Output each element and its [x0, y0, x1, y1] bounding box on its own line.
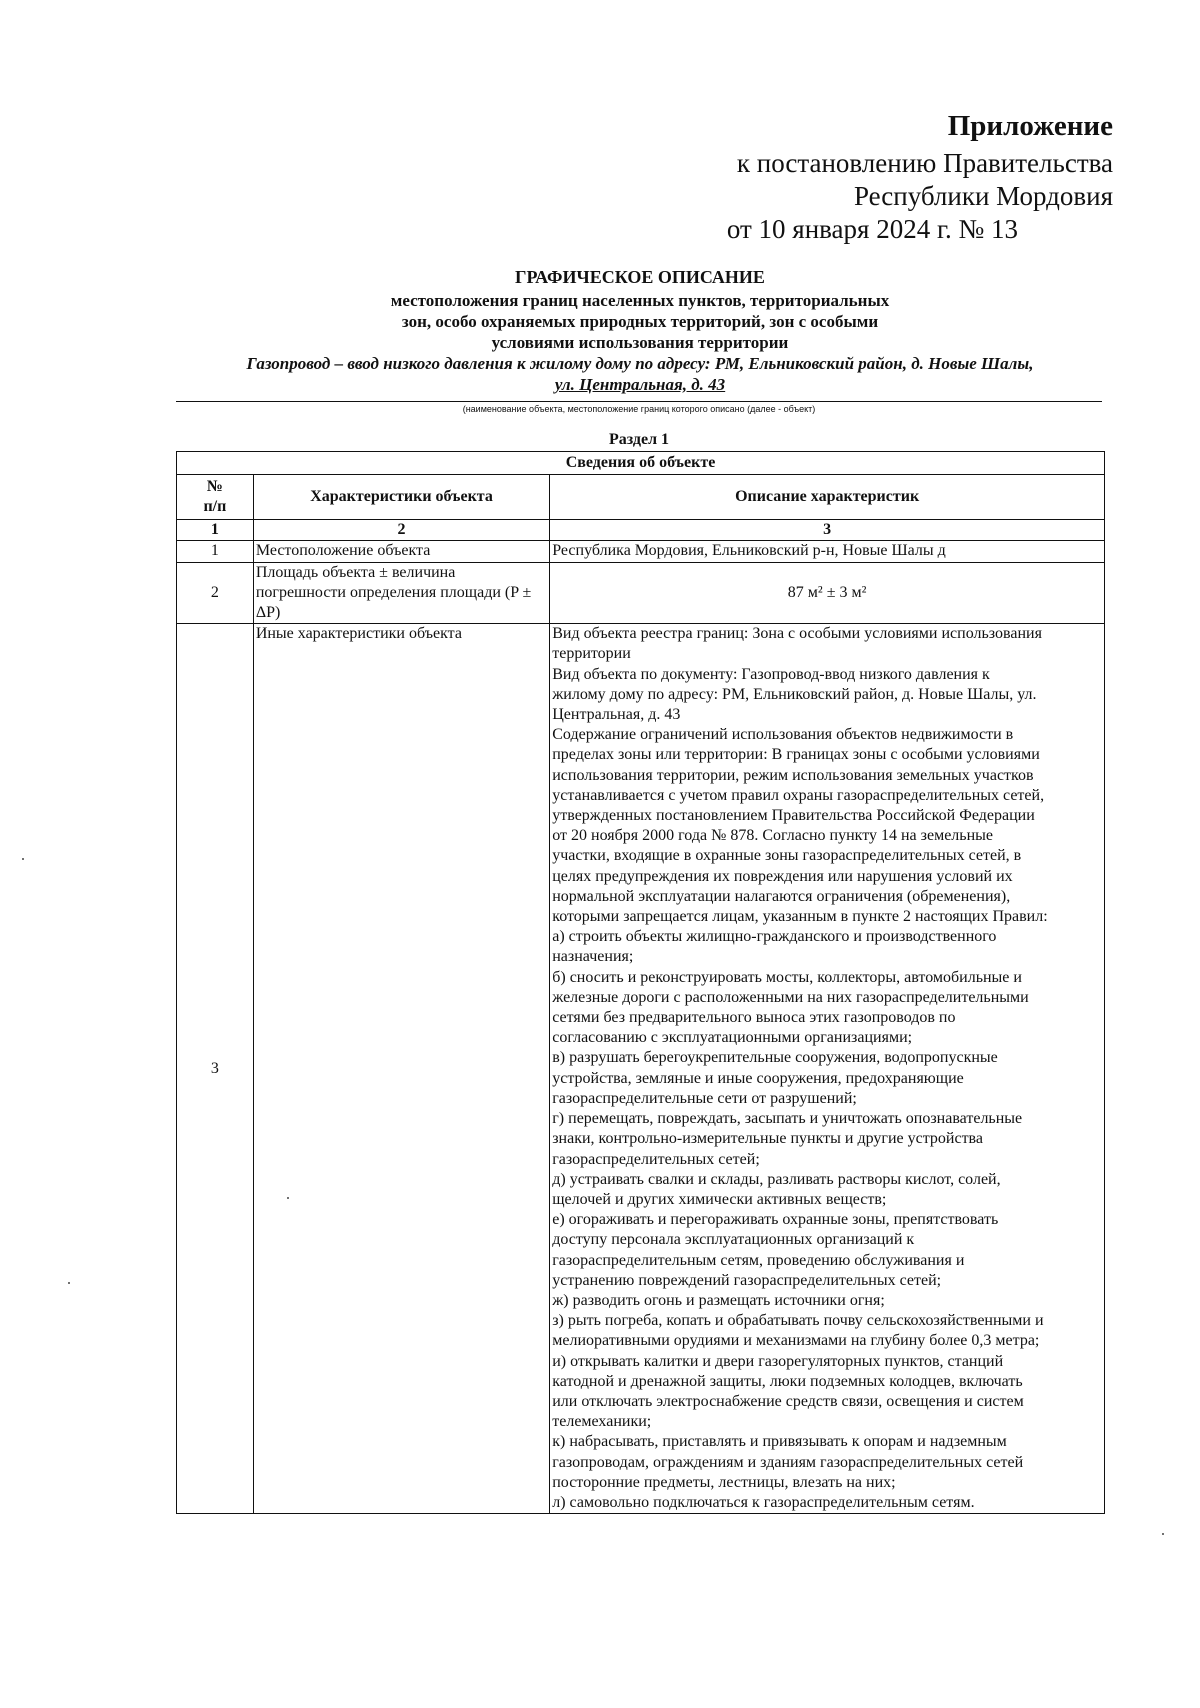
description-line: посторонние предметы, лестницы, влезать на них;: [552, 1473, 896, 1491]
description-line: целях предупреждения их повреждения или нарушения условий их: [552, 867, 1013, 885]
table-header-row: [177, 475, 1105, 520]
object-info-table: [176, 451, 1105, 1514]
description-line: которыми запрещается лицам, указанным в пункте 2 настоящих Правил:: [552, 908, 1048, 926]
row-value: 87 м² ± 3 м²: [550, 562, 1105, 624]
description-line: или отключать электроснабжение средств связи, освещения и систем: [552, 1392, 1024, 1410]
description-line: катодной и дренажной защиты, люки подземных колодцев, включать: [552, 1372, 1023, 1390]
description-line: доступу персонала эксплуатационных организаций к: [552, 1231, 915, 1249]
table-caption: Сведения об объекте: [177, 452, 1105, 475]
table-row: [177, 562, 1105, 624]
document-heading: [175, 267, 1105, 395]
description-line: утвержденных постановлением Правительства Российской Федерации: [552, 807, 1035, 825]
appendix-date-line: от 10 января 2024 г. № 13: [726, 214, 1018, 244]
column-number: 3: [550, 520, 1105, 541]
description-line: Центральная, д. 43: [552, 706, 681, 724]
row-number: 1: [177, 541, 254, 562]
heading-line: местоположения границ населенных пунктов, территориальных: [390, 291, 890, 310]
section-title: Раздел 1: [608, 431, 670, 448]
header-number-part: №: [206, 478, 223, 495]
description-line: территории: [552, 645, 631, 663]
description-line: Содержание ограничений использования объектов недвижимости в: [552, 726, 1014, 744]
description-line: телемеханики;: [552, 1413, 652, 1431]
row-name: Иные характеристики объекта: [253, 624, 549, 1514]
row-value-description: [550, 624, 1105, 1514]
description-line: участки, входящие в охранные зоны газораспределительных сетей, в: [552, 847, 1022, 865]
description-line: б) сносить и реконструировать мосты, коллекторы, автомобильные и: [552, 968, 1022, 986]
scan-speck: [287, 1197, 289, 1199]
row-name: Местоположение объекта: [253, 541, 549, 562]
description-line: устанавливается с учетом правил охраны газораспределительных сетей,: [552, 786, 1045, 804]
document-title: ГРАФИЧЕСКОЕ ОПИСАНИЕ: [515, 267, 765, 287]
description-line: е) огораживать и перегораживать охранные зоны, препятствовать: [552, 1211, 999, 1229]
object-underline: [176, 401, 1102, 402]
row-name: Площадь объекта ± величина погрешности определения площади (P ± ΔP): [253, 562, 549, 624]
table-row: [177, 541, 1105, 562]
header-description: Описание характеристик: [550, 475, 1105, 520]
description-line: устройства, земляные и иные сооружения, предохраняющие: [552, 1069, 964, 1087]
description-line: использования территории, режим использования земельных участков: [552, 766, 1034, 784]
description-line: и) открывать калитки и двери газорегуляторных пунктов, станций: [552, 1352, 1004, 1370]
column-number: 1: [177, 520, 254, 541]
header-characteristics: Характеристики объекта: [253, 475, 549, 520]
description-line: газораспределительным сетям, проведению обслуживания и: [552, 1251, 965, 1269]
heading-line: зон, особо охраняемых природных территорий, зон с особыми: [401, 312, 879, 331]
description-line: в) разрушать берегоукрепительные сооружения, водопропускные: [552, 1049, 998, 1067]
description-line: з) рыть погреба, копать и обрабатывать почву сельскохозяйственными и: [552, 1312, 1044, 1330]
row-number: 2: [177, 562, 254, 624]
description-line: л) самовольно подключаться к газораспределительным сетям.: [552, 1493, 975, 1511]
description-line: нормальной эксплуатации налагаются ограничения (обременения),: [552, 887, 1011, 905]
appendix-title: Приложение: [947, 110, 1113, 142]
object-name-line: Газопровод – ввод низкого давления к жилому дому по адресу: РМ, Ельниковский район, д. Новые Шалы,: [246, 354, 1034, 373]
appendix-line: Республики Мордовия: [853, 181, 1113, 211]
header-number-part: п/п: [203, 498, 227, 516]
appendix-line: к постановлению Правительства: [736, 148, 1113, 178]
description-line: Вид объекта по документу: Газопровод-ввод низкого давления к: [552, 665, 990, 683]
row-number: 3: [177, 624, 254, 1514]
table-caption-row: [177, 452, 1105, 475]
row-value: Республика Мордовия, Ельниковский р-н, Новые Шалы д: [550, 541, 1105, 562]
appendix-block: [727, 110, 1113, 246]
description-line: устранению повреждений газораспределительных сетей;: [552, 1271, 942, 1289]
heading-line: условиями использования территории: [491, 333, 789, 352]
description-line: Вид объекта реестра границ: Зона с особыми условиями использования: [552, 625, 1042, 643]
description-line: от 20 ноября 2000 года № 878. Согласно пункту 14 на земельные: [552, 827, 993, 845]
scan-speck: [22, 858, 24, 860]
description-line: ж) разводить огонь и размещать источники огня;: [552, 1291, 885, 1309]
description-line: знаки, контрольно-измерительные пункты и другие устройства: [552, 1130, 983, 1148]
header-number: [177, 475, 254, 520]
description-line: согласованию с эксплуатационными организациями;: [552, 1029, 913, 1047]
column-number: 2: [253, 520, 549, 541]
object-name-line: ул. Центральная, д. 43: [554, 375, 726, 394]
description-line: г) перемещать, повреждать, засыпать и уничтожать опознавательные: [552, 1110, 1023, 1128]
scan-speck: [1162, 1533, 1164, 1535]
description-line: сетями без предварительного выноса этих газопроводов по: [552, 1009, 956, 1027]
scan-speck: [68, 1282, 70, 1284]
description-line: пределах зоны или территории: В границах зоны с особыми условиями: [552, 746, 1040, 764]
table-row: [177, 624, 1105, 1514]
description-line: к) набрасывать, приставлять и привязывать к опорам и надземным: [552, 1433, 1007, 1451]
description-line: газопроводам, ограждениям и зданиям газораспределительных сетей: [552, 1453, 1024, 1471]
description-line: д) устраивать свалки и склады, разливать растворы кислот, солей,: [552, 1170, 1001, 1188]
description-line: назначения;: [552, 948, 634, 966]
description-line: газораспределительные сети от разрушений;: [552, 1089, 857, 1107]
header-number-text: [179, 477, 251, 517]
description-line: газораспределительных сетей;: [552, 1150, 760, 1168]
description-line: жилому дому по адресу: РМ, Ельниковский район, д. Новые Шалы, ул.: [552, 685, 1037, 703]
column-number-row: [177, 520, 1105, 541]
description-line: а) строить объекты жилищно-гражданского и производственного: [552, 928, 997, 946]
description-line: мелиоративными орудиями и механизмами на глубину более 0,3 метра;: [552, 1332, 1040, 1350]
description-line: щелочей и других химически активных веществ;: [552, 1190, 887, 1208]
description-line: железные дороги с расположенными на них газораспределительными: [552, 988, 1029, 1006]
object-note: (наименование объекта, местоположение границ которого описано (далее - объект): [462, 404, 816, 414]
